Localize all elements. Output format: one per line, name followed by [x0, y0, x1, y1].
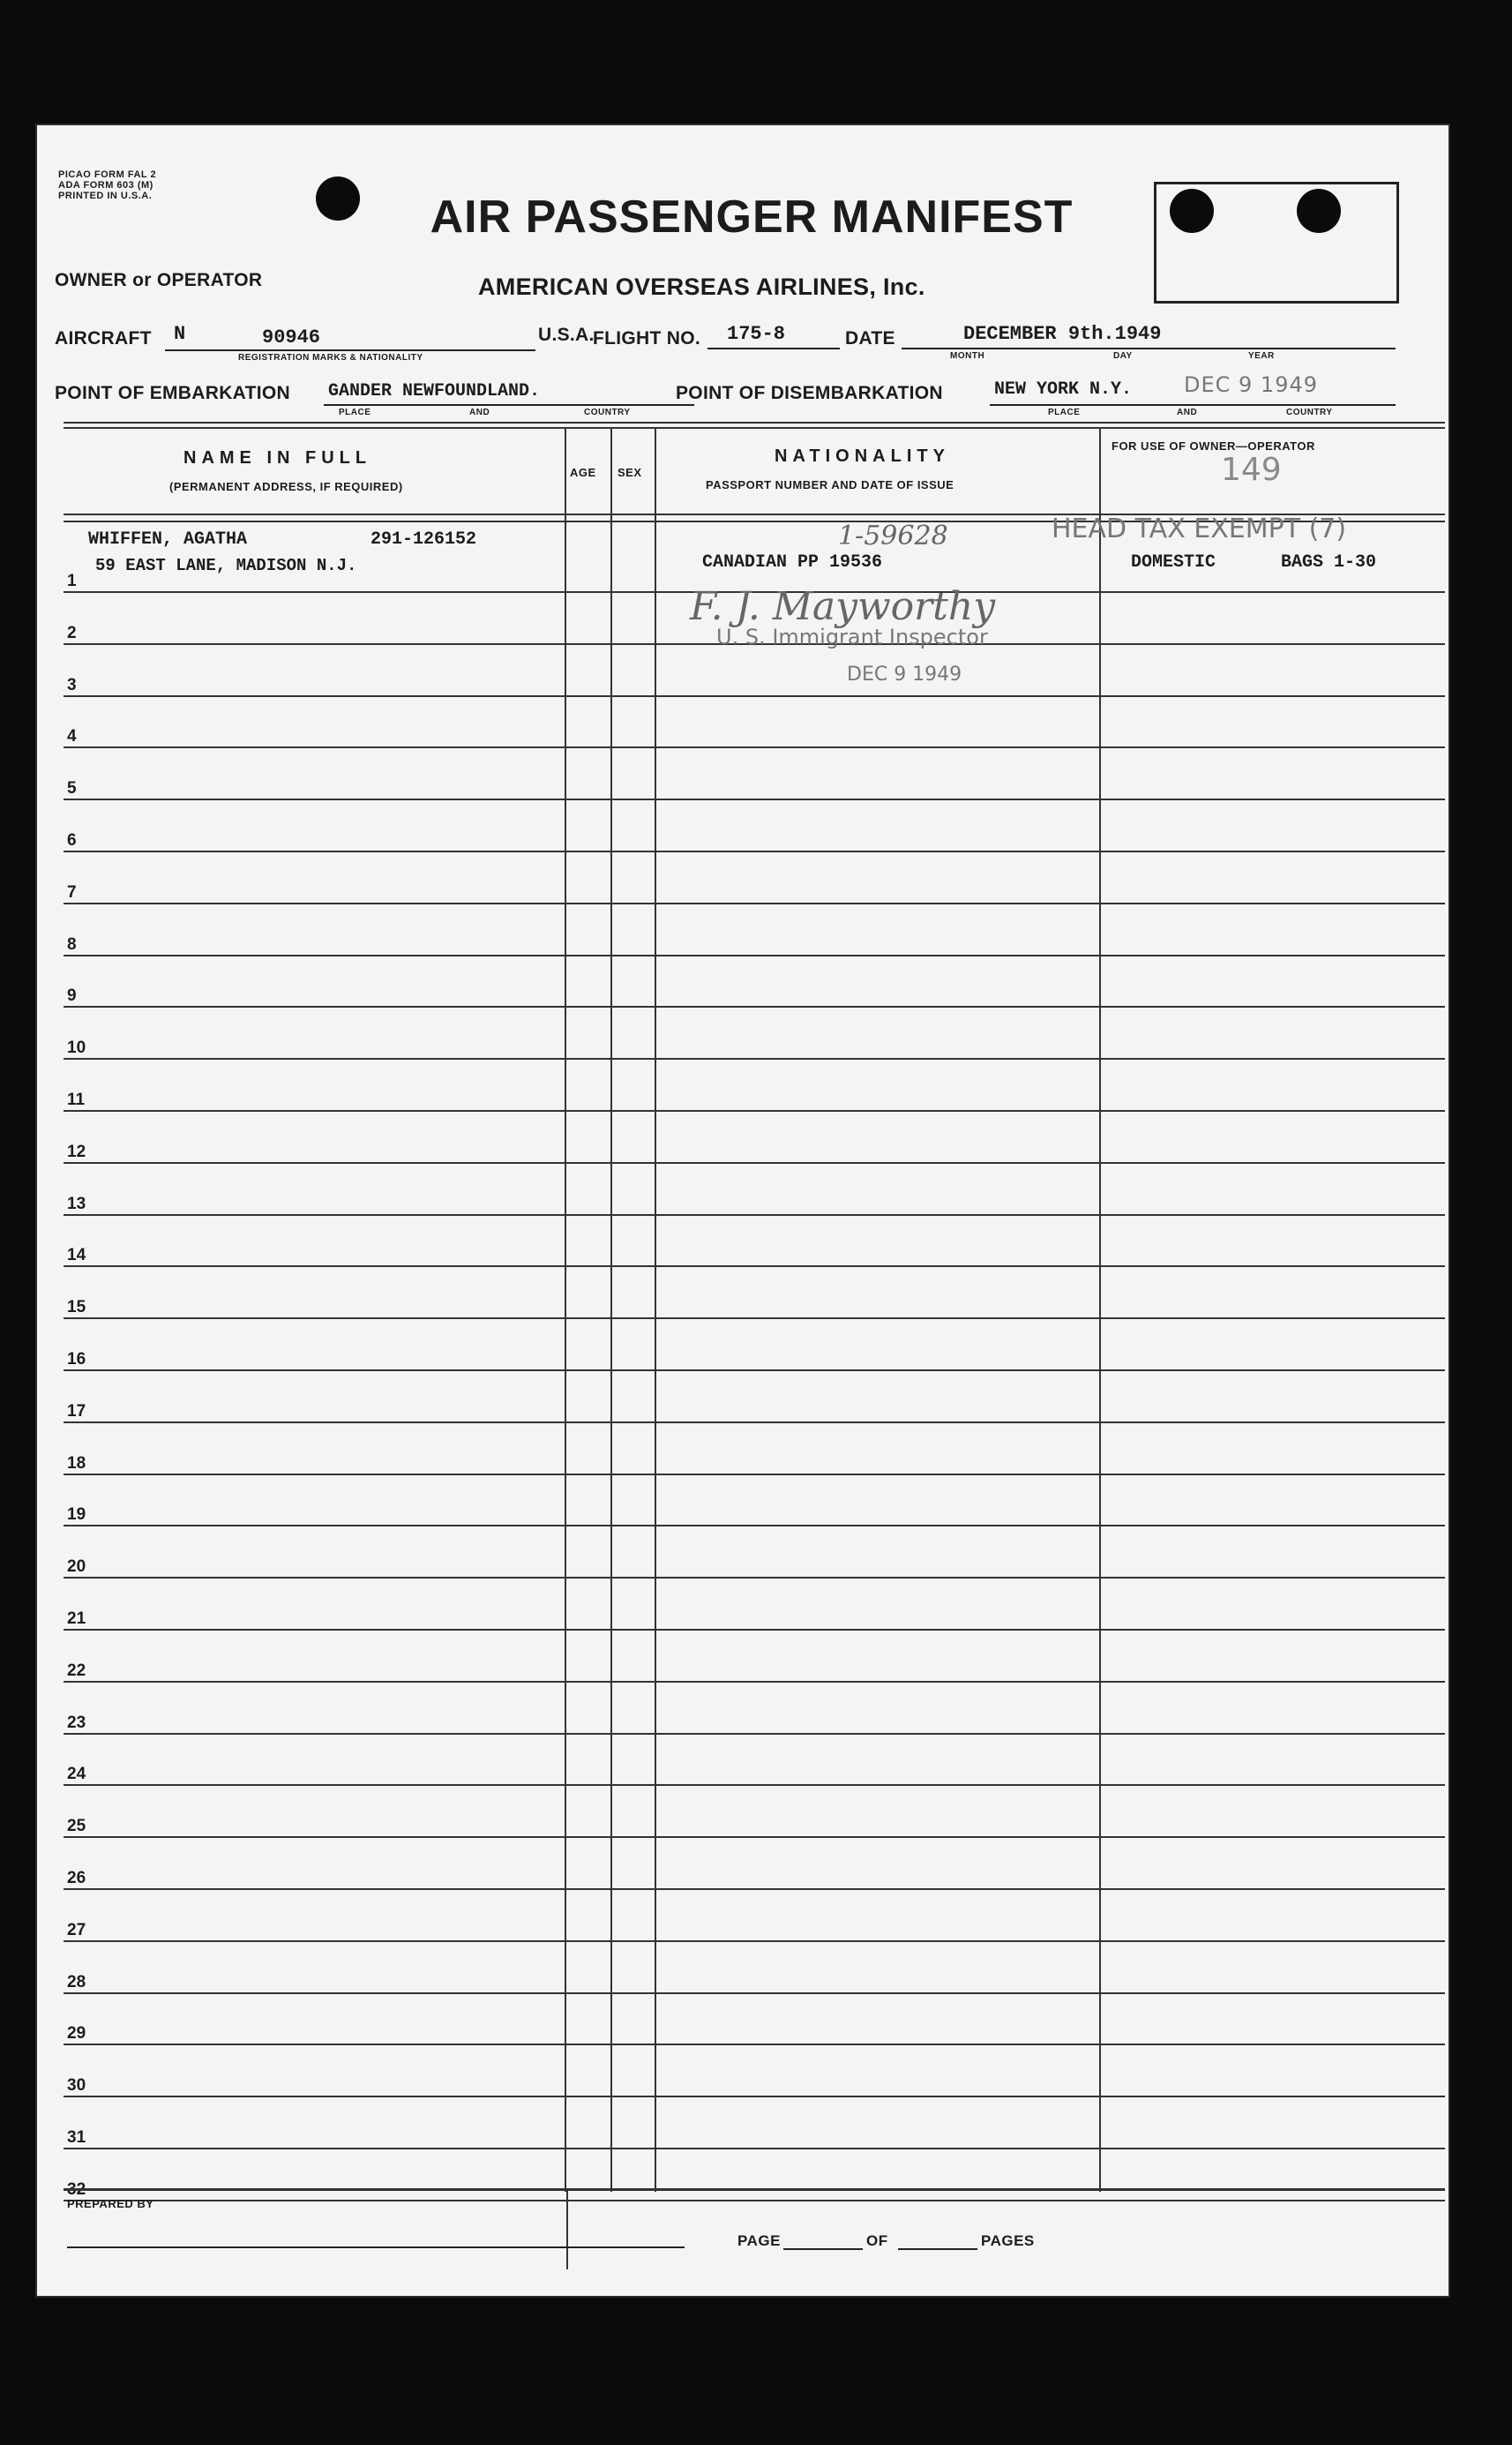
passenger-name: WHIFFEN, AGATHA — [88, 529, 248, 550]
row-number: 10 — [67, 1039, 86, 1058]
row-line — [64, 1369, 1445, 1371]
row-number: 27 — [67, 1920, 86, 1939]
date-caption-day: DAY — [1113, 351, 1133, 361]
nationality-header: NATIONALITY — [775, 446, 950, 466]
row-line — [64, 1784, 1445, 1786]
row-line — [64, 1006, 1445, 1008]
row-line — [64, 1733, 1445, 1735]
row-line — [64, 746, 1445, 748]
row-line — [64, 1421, 1445, 1423]
passenger-nationality: CANADIAN PP 19536 — [702, 552, 883, 573]
domestic-note: DOMESTIC — [1131, 552, 1216, 573]
row-line — [64, 2044, 1445, 2045]
page-label: PAGE — [737, 2232, 781, 2249]
row-line — [64, 1681, 1445, 1683]
prepared-by-label: PREPARED BY — [67, 2197, 154, 2210]
row-number: 31 — [67, 2128, 86, 2147]
row-number: 23 — [67, 1713, 86, 1732]
aircraft-prefix: N — [174, 323, 186, 345]
owner-use-number: 149 — [1221, 452, 1282, 488]
row-line — [64, 799, 1445, 800]
and-caption: AND — [469, 408, 490, 417]
inspector-signature: F. J. Mayworthy — [690, 584, 996, 629]
name-header: NAME IN FULL — [183, 448, 372, 468]
disembarkation-value: NEW YORK N.Y. — [994, 379, 1133, 400]
row-number: 1 — [67, 572, 77, 590]
row-line — [64, 1888, 1445, 1890]
place-caption: PLACE — [339, 408, 371, 417]
row-number: 5 — [67, 779, 77, 799]
row-number: 14 — [67, 1246, 86, 1265]
row-number: 29 — [67, 2024, 86, 2044]
row-number: 32 — [67, 2179, 86, 2199]
form-code-line: ADA FORM 603 (M) — [58, 180, 153, 191]
age-header: AGE — [570, 466, 596, 479]
aircraft-value: 90946 — [262, 326, 321, 349]
row-line — [64, 955, 1445, 956]
row-number: 16 — [67, 1350, 86, 1369]
row-number: 26 — [67, 1869, 86, 1887]
row-number: 17 — [67, 1401, 86, 1421]
row-line — [64, 1836, 1445, 1838]
stamp-date: DEC 9 1949 — [1184, 372, 1319, 397]
usa-label: U.S.A. — [538, 325, 595, 345]
owner-value: AMERICAN OVERSEAS AIRLINES, Inc. — [478, 274, 925, 300]
pages-label: PAGES — [981, 2232, 1035, 2249]
row-line — [64, 1525, 1445, 1526]
embarkation-label: POINT OF EMBARKATION — [55, 383, 290, 403]
row-number: 9 — [67, 986, 77, 1006]
date-value: DECEMBER 9th.1949 — [963, 323, 1162, 345]
country-caption: COUNTRY — [584, 408, 631, 417]
row-line — [64, 1577, 1445, 1579]
row-number: 30 — [67, 2076, 86, 2096]
owner-use-header: FOR USE OF OWNER—OPERATOR — [1112, 439, 1315, 453]
row-number: 18 — [67, 1453, 86, 1473]
handwritten-number: 1-59628 — [838, 521, 948, 551]
row-line — [64, 695, 1445, 697]
name-subheader: (PERMANENT ADDRESS, IF REQUIRED) — [169, 480, 403, 493]
row-number: 25 — [67, 1817, 86, 1836]
passenger-ref: 291-126152 — [371, 529, 477, 550]
row-number: 7 — [67, 882, 77, 902]
row-number: 6 — [67, 831, 77, 850]
row-number: 3 — [67, 675, 77, 694]
row-line — [64, 2200, 1445, 2201]
inspector-stamp: U. S. Immigrant Inspector — [716, 625, 988, 649]
row-line — [64, 851, 1445, 852]
flight-label: FLIGHT NO. — [593, 328, 700, 349]
country-caption-2: COUNTRY — [1286, 408, 1333, 417]
owner-label: OWNER or OPERATOR — [55, 270, 263, 290]
row-number: 22 — [67, 1661, 86, 1680]
row-number: 21 — [67, 1609, 86, 1628]
row-number: 4 — [67, 727, 77, 746]
aircraft-label: AIRCRAFT — [55, 328, 152, 349]
row-number: 19 — [67, 1505, 86, 1525]
inspector-stamp-date: DEC 9 1949 — [847, 664, 962, 686]
row-line — [64, 1992, 1445, 1994]
row-number: 28 — [67, 1972, 86, 1991]
row-number: 15 — [67, 1298, 86, 1317]
row-line — [64, 2148, 1445, 2149]
row-line — [64, 903, 1445, 904]
date-label: DATE — [845, 328, 895, 349]
form-code-line: PICAO FORM FAL 2 — [58, 169, 157, 180]
row-line — [64, 1940, 1445, 1942]
place-caption-2: PLACE — [1048, 408, 1081, 417]
date-caption-year: YEAR — [1248, 351, 1275, 361]
bags-note: BAGS 1-30 — [1281, 552, 1377, 573]
of-label: OF — [866, 2232, 888, 2249]
sex-header: SEX — [618, 466, 642, 479]
head-tax-stamp: HEAD TAX EXEMPT (7) — [1052, 514, 1347, 544]
and-caption-2: AND — [1177, 408, 1198, 417]
date-caption-month: MONTH — [950, 351, 985, 361]
row-number: 24 — [67, 1765, 86, 1784]
registration-caption: REGISTRATION MARKS & NATIONALITY — [238, 353, 423, 363]
row-number: 20 — [67, 1557, 86, 1577]
row-line — [64, 1214, 1445, 1216]
row-line — [64, 2096, 1445, 2097]
row-number: 2 — [67, 623, 77, 642]
passenger-address: 59 EAST LANE, MADISON N.J. — [95, 556, 357, 575]
row-line — [64, 1474, 1445, 1475]
row-line — [64, 1629, 1445, 1631]
row-line — [64, 1317, 1445, 1319]
embarkation-value: GANDER NEWFOUNDLAND. — [328, 381, 541, 401]
row-line — [64, 1265, 1445, 1267]
nationality-subheader: PASSPORT NUMBER AND DATE OF ISSUE — [706, 478, 954, 491]
row-number: 12 — [67, 1142, 86, 1161]
row-number: 13 — [67, 1194, 86, 1213]
row-number: 8 — [67, 934, 77, 954]
manifest-sheet — [37, 125, 1448, 2296]
row-line — [64, 1058, 1445, 1060]
form-title: AIR PASSENGER MANIFEST — [430, 191, 1074, 243]
row-number: 11 — [67, 1091, 86, 1109]
row-line — [64, 1110, 1445, 1112]
flight-value: 175-8 — [727, 323, 786, 345]
disembarkation-label: POINT OF DISEMBARKATION — [676, 383, 943, 403]
form-code-line: PRINTED IN U.S.A. — [58, 191, 153, 201]
row-line — [64, 1162, 1445, 1164]
